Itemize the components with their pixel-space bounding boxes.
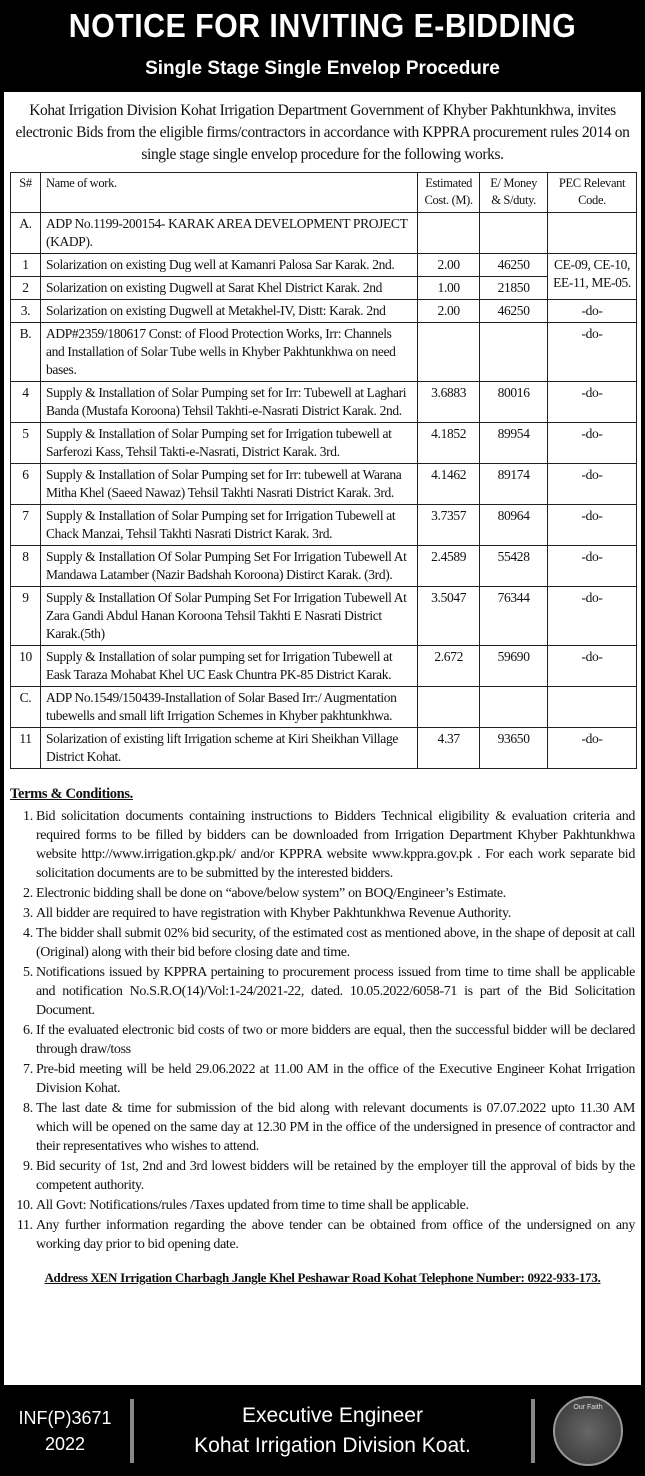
ref-code: INF(P)3671 (18, 1407, 112, 1428)
terms-title: Terms & Conditions. (10, 786, 133, 802)
row-sn: 5 (11, 423, 41, 464)
notice-body (4, 92, 641, 1385)
table-row (11, 213, 637, 254)
row-cost (418, 323, 480, 382)
row-sn: 9 (11, 587, 41, 646)
row-pec (548, 213, 637, 254)
signatory (134, 1401, 531, 1461)
row-money: 80964 (480, 505, 548, 546)
header-cost: Estimated Cost. (M). (418, 173, 480, 213)
row-money (480, 687, 548, 728)
corruption-free-logo-icon: Our Faith (553, 1396, 623, 1466)
intro-paragraph: Kohat Irrigation Division Kohat Irrigation Department Government of Khyber Pakhtunkhwa, invites electronic Bids from the eligible firms/contractors in accordance with KPPRA procurement rules 2014 on single stage single envelop procedure for the following works. (15, 102, 630, 163)
table-header-row (11, 173, 637, 213)
header-pec: PEC Relevant Code. (548, 173, 637, 213)
table-row (11, 728, 637, 769)
row-pec: -do- (548, 323, 637, 382)
row-pec: -do- (548, 728, 637, 769)
row-sn: 11 (11, 728, 41, 769)
terms-list (10, 807, 635, 1254)
signatory-title: Executive Engineer (242, 1403, 423, 1427)
row-name: ADP#2359/180617 Const: of Flood Protection Works, Irr: Channels and Installation of Solar Tube wells in Khyber Pakhtunkhwa on need bases. (40, 323, 417, 382)
table-row (11, 687, 637, 728)
row-money: 89954 (480, 423, 548, 464)
row-money: 76344 (480, 587, 548, 646)
table-row (11, 277, 637, 300)
row-money: 93650 (480, 728, 548, 769)
row-name: Supply & Installation Of Solar Pumping Set For Irrigation Tubewell At Mandawa Latamber (Nazir Badshah Koroona) Distirct Karak. (3rd). (40, 546, 417, 587)
row-money: 59690 (480, 646, 548, 687)
row-name: Solarization on existing Dugwell at Metakhel-IV, Distt: Karak. 2nd (40, 300, 417, 323)
terms-item: 10. All Govt: Notifications/rules /Taxes updated from time to time shall be applicable. (36, 1196, 635, 1215)
row-name: Supply & Installation of Solar Pumping set for Irr: Tubewell at Laghari Banda (Mustafa Koroona) Tehsil Takhti-e-Nasrati District Karak. 2nd. (40, 382, 417, 423)
header-sn: S# (11, 173, 41, 213)
table-row (11, 254, 637, 277)
row-money: 55428 (480, 546, 548, 587)
table-row (11, 323, 637, 382)
row-money (480, 323, 548, 382)
row-pec: -do- (548, 300, 637, 323)
row-cost (418, 687, 480, 728)
row-money: 80016 (480, 382, 548, 423)
row-name: ADP No.1199-200154- KARAK AREA DEVELOPMENT PROJECT (KADP). (40, 213, 417, 254)
terms-item: 7. Pre-bid meeting will be held 29.06.2022 at 11.00 AM in the office of the Executive Engineer Kohat Irrigation Division Kohat. (36, 1060, 635, 1098)
table-row (11, 423, 637, 464)
table-row (11, 382, 637, 423)
row-cost: 3.5047 (418, 587, 480, 646)
row-name: Supply & Installation Of Solar Pumping Set For Irrigation Tubewell At Zara Gandi Abdul Hanan Koroona Tehsil Takhti E Nasrati District Karak.(5th) (40, 587, 417, 646)
row-sn: 1 (11, 254, 41, 277)
row-pec: CE-09, CE-10, EE-11, ME-05. (548, 254, 637, 300)
works-table (10, 172, 637, 769)
terms-item: 3. All bidder are required to have registration with Khyber Pakhtunkhwa Revenue Authority. (36, 904, 635, 923)
row-sn: A. (11, 213, 41, 254)
row-cost: 3.7357 (418, 505, 480, 546)
row-cost: 2.00 (418, 300, 480, 323)
row-pec: -do- (548, 646, 637, 687)
row-money (480, 213, 548, 254)
terms-item: 11. Any further information regarding the above tender can be obtained from office of the undersigned on any working day prior to bid opening date. (36, 1216, 635, 1254)
notice-footer (0, 1385, 645, 1476)
row-pec: -do- (548, 382, 637, 423)
row-pec: -do- (548, 505, 637, 546)
notice-subtitle: Single Stage Single Envelop Procedure (145, 58, 500, 79)
table-row (11, 587, 637, 646)
header-money: E/ Money & S/duty. (480, 173, 548, 213)
table-row (11, 464, 637, 505)
ref-year: 2022 (44, 1433, 86, 1454)
row-money: 21850 (480, 277, 548, 300)
terms-item: 5. Notifications issued by KPPRA pertaining to procurement process issued from time to time shall be applicable and notification No.S.R.O(14)/Vol:1-24/2021-22, dated. 10.05.2022/6058-71 is part of the Bid Solicitation Document. (36, 963, 635, 1020)
row-sn: 8 (11, 546, 41, 587)
row-pec: -do- (548, 464, 637, 505)
terms-item: 4. The bidder shall submit 02% bid security, of the estimated cost as mentioned above, in the shape of deposit at call (Original) along with their bid before closing date and time. (36, 924, 635, 962)
row-name: Supply & Installation of Solar Pumping set for Irrigation Tubewell at Chack Manzai, Tehsil Takhti Nasrati District Karak. 3rd. (40, 505, 417, 546)
row-name: Solarization on existing Dug well at Kamanri Palosa Sar Karak. 2nd. (40, 254, 417, 277)
row-name: Supply & Installation of solar pumping set for Irrigation Tubewell at Eask Taraza Mohabat Khel UC Eask Chuntra PK-85 District Karak. (40, 646, 417, 687)
row-sn: 10 (11, 646, 41, 687)
row-sn: 4 (11, 382, 41, 423)
row-name: ADP No.1549/150439-Installation of Solar Based Irr:/ Augmentation tubewells and small lift Irrigation Schemes in Khyber pakhtunkhwa. (40, 687, 417, 728)
row-pec: -do- (548, 546, 637, 587)
header-name: Name of work. (40, 173, 417, 213)
notice-header (0, 0, 645, 92)
address-line: Address XEN Irrigation Charbagh Jangle Khel Peshawar Road Kohat Telephone Number: 0922-933-173. (44, 1270, 601, 1285)
terms-section (10, 785, 635, 1254)
notice-title: NOTICE FOR INVITING E-BIDDING (68, 7, 577, 44)
row-sn: C. (11, 687, 41, 728)
divider (531, 1399, 535, 1463)
row-cost: 2.672 (418, 646, 480, 687)
terms-item: 8. The last date & time for submission of the bid along with relevant documents is 07.07.2022 upto 11.30 AM which will be opened on the same day at 12.30 PM in the office of the undersigned in presence of contractor and their representatives who wishes to attend. (36, 1099, 635, 1156)
row-sn: B. (11, 323, 41, 382)
row-cost: 4.1852 (418, 423, 480, 464)
row-money: 46250 (480, 300, 548, 323)
row-cost: 2.4589 (418, 546, 480, 587)
row-cost: 3.6883 (418, 382, 480, 423)
terms-item: 1. Bid solicitation documents containing instructions to Bidders Technical eligibility & evaluation criteria and required forms to be filled by bidders can be downloaded from Irrigation Department Khyber Pakhtunkhwa website http://www.irrigation.gkp.pk/ and/or KPPRA website www.kppra.gov.pk . For each work separate bid solicitation documents are to be submitted by the interested bidders. (36, 807, 635, 883)
row-money: 46250 (480, 254, 548, 277)
row-cost: 4.1462 (418, 464, 480, 505)
row-sn: 3. (11, 300, 41, 323)
row-sn: 6 (11, 464, 41, 505)
row-cost: 2.00 (418, 254, 480, 277)
row-name: Supply & Installation of Solar Pumping set for Irrigation tubewell at Sarferozi Kass, Tehsil Takti-e-Nasrati, District Karak. 3rd. (40, 423, 417, 464)
reference-number (0, 1405, 130, 1457)
row-cost: 1.00 (418, 277, 480, 300)
row-pec (548, 687, 637, 728)
table-row (11, 300, 637, 323)
row-sn: 7 (11, 505, 41, 546)
row-money: 89174 (480, 464, 548, 505)
table-row (11, 546, 637, 587)
signatory-office: Kohat Irrigation Division Koat. (194, 1433, 471, 1457)
row-name: Solarization of existing lift Irrigation scheme at Kiri Sheikhan Village District Kohat. (40, 728, 417, 769)
row-sn: 2 (11, 277, 41, 300)
table-row (11, 505, 637, 546)
row-cost: 4.37 (418, 728, 480, 769)
terms-item: 2. Electronic bidding shall be done on “above/below system” on BOQ/Engineer’s Estimate. (36, 884, 635, 903)
row-pec: -do- (548, 423, 637, 464)
terms-item: 9. Bid security of 1st, 2nd and 3rd lowest bidders will be retained by the employer till the approval of bids by the competent authority. (36, 1157, 635, 1195)
row-name: Supply & Installation of Solar Pumping set for Irr: tubewell at Warana Mitha Khel (Saeed Nawaz) Tehsil Takhti Nasrati District Karak. 3rd. (40, 464, 417, 505)
table-row (11, 646, 637, 687)
row-cost (418, 213, 480, 254)
row-name: Solarization on existing Dugwell at Sarat Khel District Karak. 2nd (40, 277, 417, 300)
row-pec: -do- (548, 587, 637, 646)
terms-item: 6. If the evaluated electronic bid costs of two or more bidders are equal, then the successful bidder will be declared through draw/toss (36, 1021, 635, 1059)
